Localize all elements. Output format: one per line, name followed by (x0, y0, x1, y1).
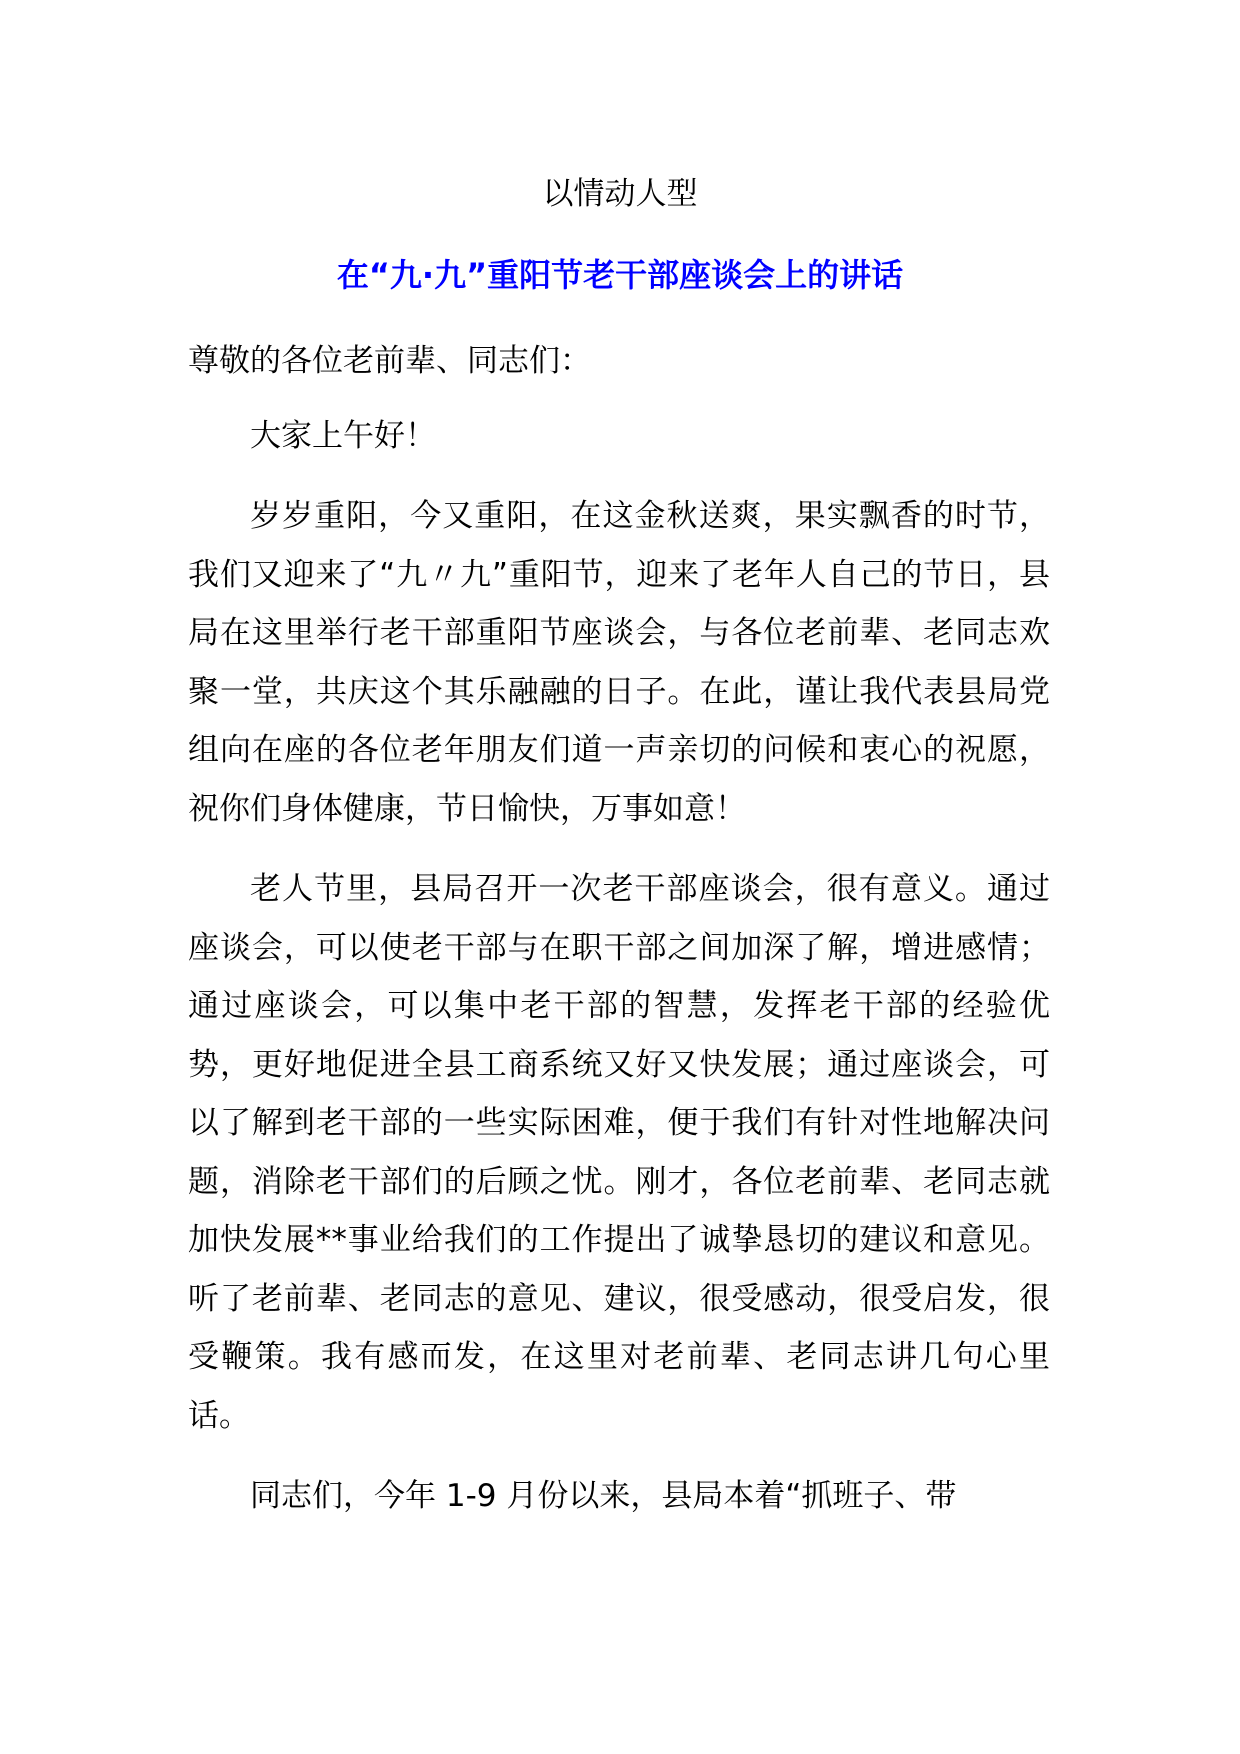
document-subtitle: 以情动人型 (542, 176, 698, 212)
document-body (188, 332, 1050, 1548)
paragraph-2: 老人节里，县局召开一次老干部座谈会，很有意义。通过座谈会，可以使老干部与在职干部之间加深了解，增进感情；通过座谈会，可以集中老干部的智慧，发挥老干部的经验优势，更好地促进全县工商系统又好又快发展；通过座谈会，可以了解到老干部的一些实际困难，便于我们有针对性地解决问题，消除老干部们的后顾之忧。刚才，各位老前辈、老同志就加快发展**事业给我们的工作提出了诚挚恳切的建议和意见。听了老前辈、老同志的意见、建议，很受感动，很受启发，很受鞭策。我有感而发，在这里对老前辈、老同志讲几句心里话。 (188, 871, 1050, 1434)
salutation: 尊敬的各位老前辈、同志们： (188, 343, 591, 379)
document-title: 在“九·九”重阳节老干部座谈会上的讲话 (336, 256, 904, 294)
paragraph-1: 岁岁重阳，今又重阳，在这金秋送爽，果实飘香的时节，我们又迎来了“九〃九”重阳节，迎来了老年人自己的节日，县局在这里举行老干部重阳节座谈会，与各位老前辈、老同志欢聚一堂，共庆这个其乐融融的日子。在此，谨让我代表县局党组向在座的各位老年朋友们道一声亲切的问候和衷心的祝愿，祝你们身体健康，节日愉快，万事如意！ (188, 498, 1050, 827)
greeting: 大家上午好！ (250, 417, 436, 454)
paragraph-3: 同志们，今年 1-9 月份以来，县局本着“抓班子、带 (250, 1478, 957, 1514)
